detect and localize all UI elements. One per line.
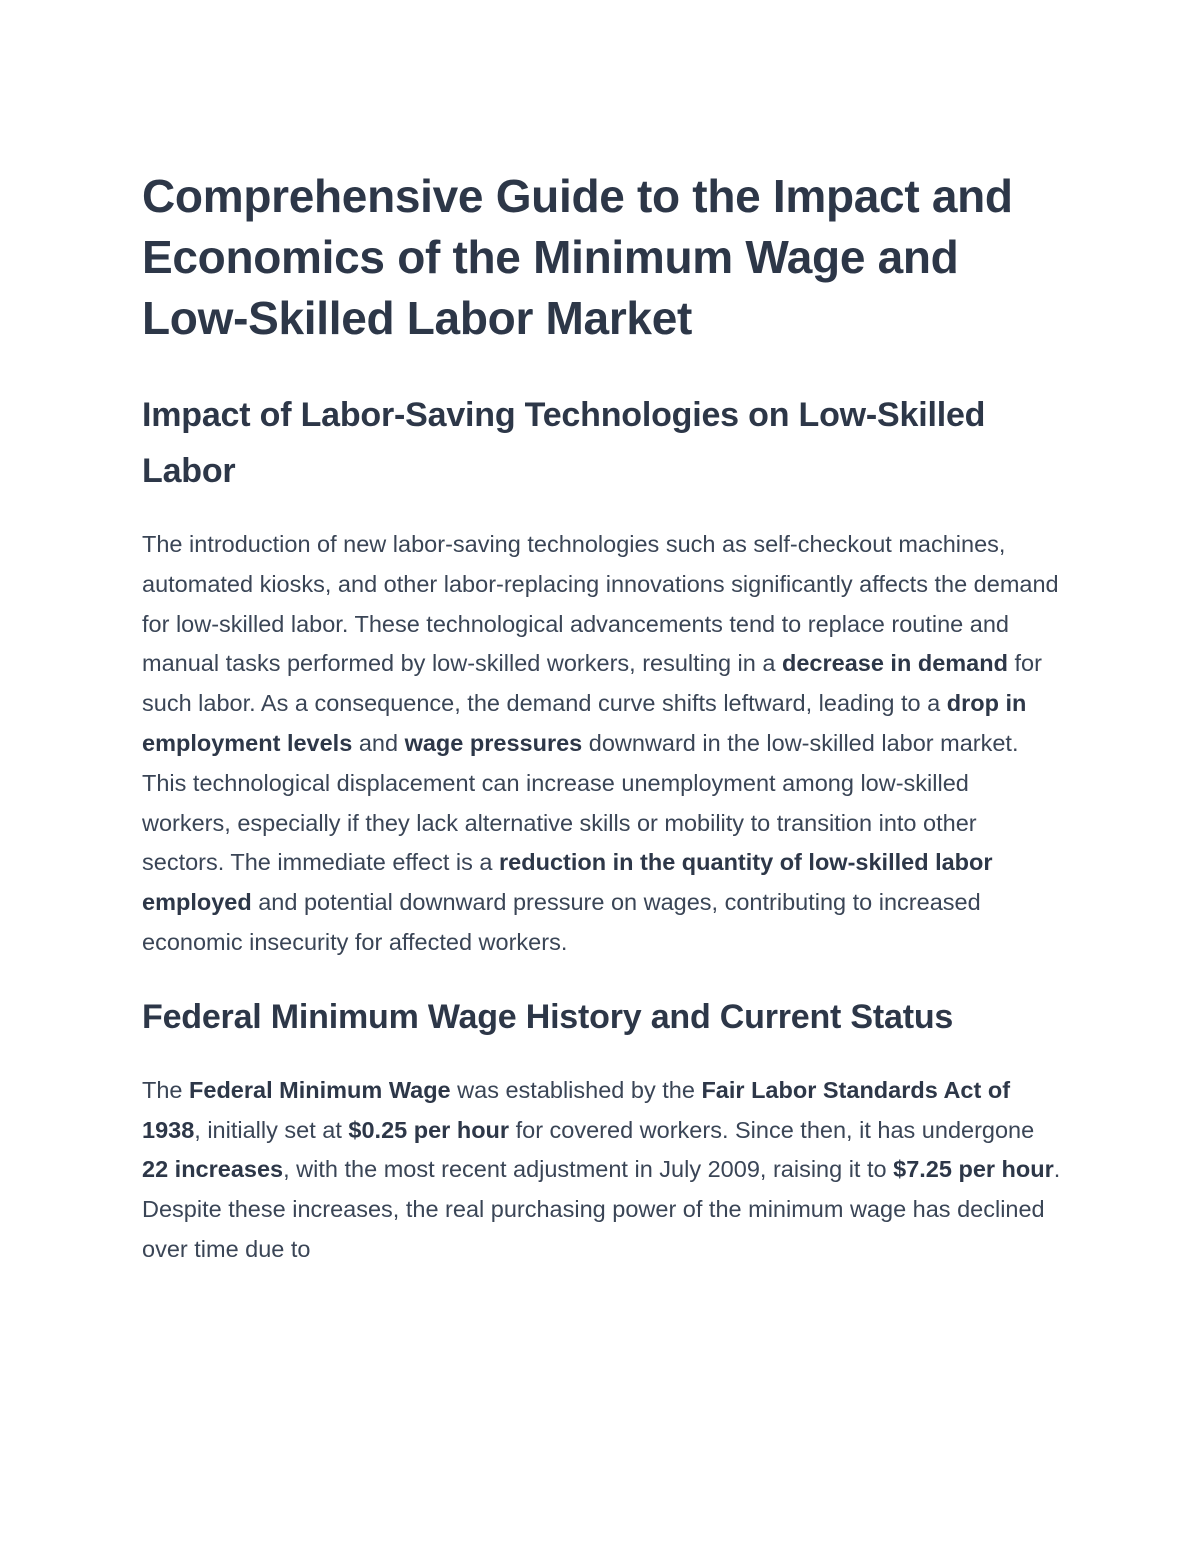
page-title: Comprehensive Guide to the Impact and Economics of the Minimum Wage and Low-Skilled Labor Market (142, 170, 1013, 344)
bold-run: reduction in the quantity of low-skilled labor employed (142, 849, 993, 916)
bold-run: drop in employment levels (142, 690, 1027, 756)
section-paragraph-technology (142, 525, 1062, 963)
bold-run: Federal Minimum Wage (189, 1076, 451, 1103)
text-run: , with the most recent adjustment in July 2009, raising it to (283, 1156, 894, 1183)
text-run: downward in the low-skilled labor market. This technological displacement can increase unemployment among low-skilled workers, especially if they lack alternative skills or mobility to transition into other sectors. The immediate effect is a (142, 729, 1019, 876)
section-heading-technology: Impact of Labor-Saving Technologies on Low-Skilled Labor (142, 396, 986, 490)
bold-run: $7.25 per hour (893, 1156, 1054, 1183)
section-heading-federal-minimum-wage: Federal Minimum Wage History and Current Status (142, 997, 954, 1036)
section-paragraph-federal-minimum-wage (142, 1071, 1062, 1270)
text-run: and potential downward pressure on wages, contributing to increased economic insecurity for affected workers. (142, 889, 981, 955)
text-run: . Despite these increases, the real purchasing power of the minimum wage has declined over time due to (142, 1156, 1061, 1262)
text-run: and (352, 729, 405, 756)
bold-run: 22 increases (142, 1156, 284, 1183)
bold-run: $0.25 per hour (348, 1116, 510, 1143)
text-run: The (142, 1076, 190, 1103)
text-run: , initially set at (194, 1116, 349, 1143)
text-run: for covered workers. Since then, it has undergone (509, 1116, 1035, 1143)
text-run: The introduction of new labor-saving technologies such as self-checkout machines, automated kiosks, and other labor-replacing innovations significantly affects the demand for low-skilled labor. These technological advancements tend to replace routine and manual tasks performed by low-skilled workers, resulting in a (142, 531, 1059, 677)
text-run: for such labor. As a consequence, the demand curve shifts leftward, leading to a (142, 650, 1042, 717)
bold-run: decrease in demand (781, 650, 1008, 677)
bold-run: Fair Labor Standards Act of 1938 (142, 1076, 1011, 1143)
text-run: was established by the (450, 1076, 702, 1103)
bold-run: wage pressures (404, 729, 583, 756)
document-page (142, 166, 1062, 1270)
